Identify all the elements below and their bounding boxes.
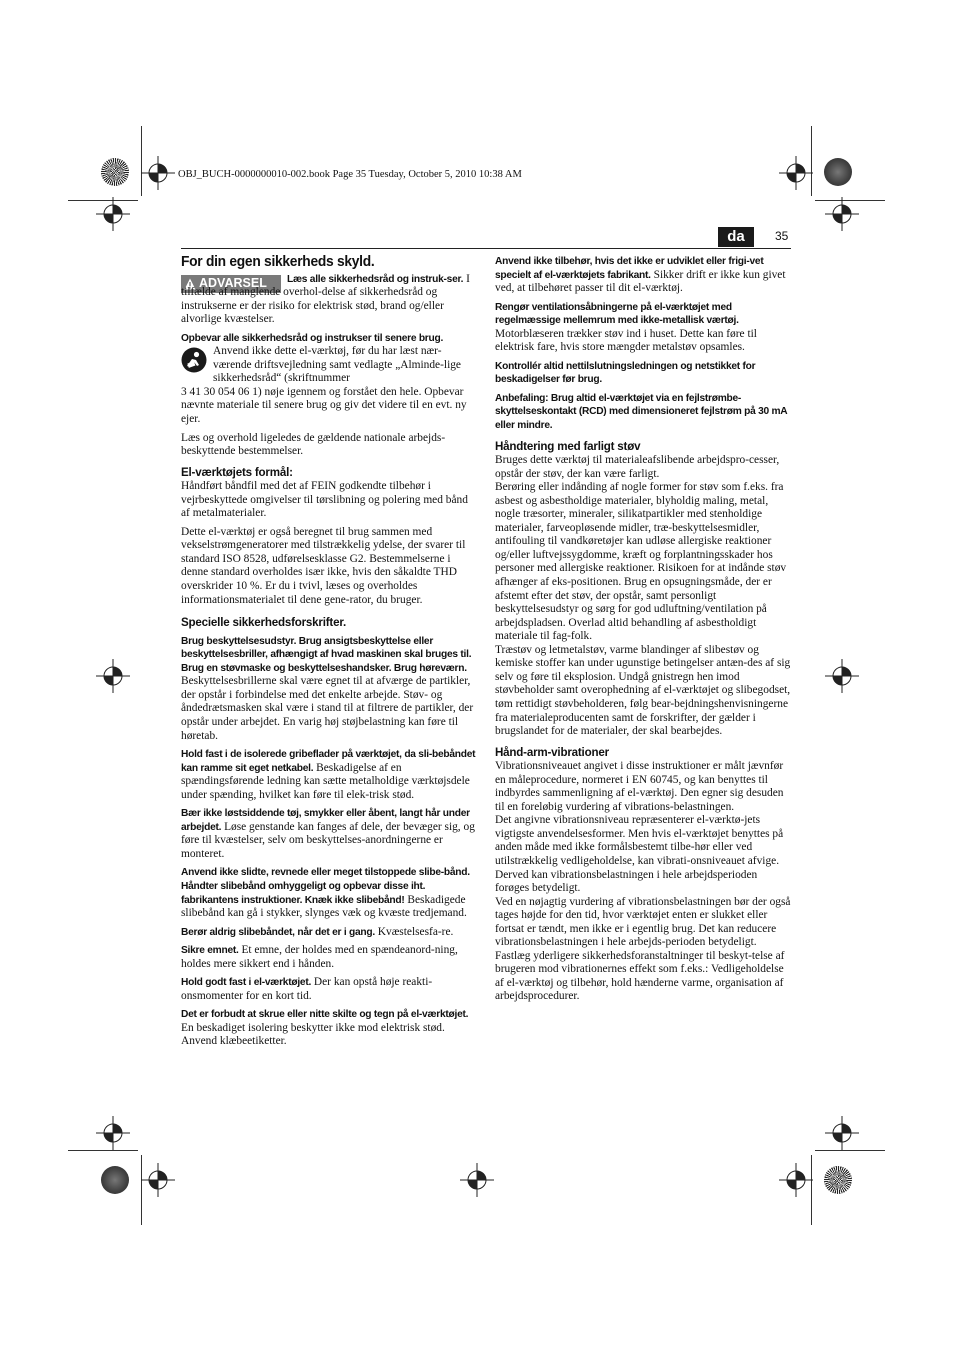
registration-mark xyxy=(825,1116,859,1150)
safety-rule: Sikre emnet. Et emne, der holdes med en spændeanord-ning, holdes mere sikkert end i hånden. xyxy=(181,944,458,970)
safety-rule: Det er forbudt at skrue eller nitte skilte og tegn på el-værktøjet. En beskadiget isolering beskytter ikke mod elektrisk stød. Anvend klæbeetiketter. xyxy=(181,1009,469,1048)
vibration-paragraph: Vibrationsniveauet angivet i disse instruktioner er målt jævnfør en måleprocedure, normeret i EN 60745, og kan benyttes til indbyrdes sammenligning af el-værktøj. Den egner sig desuden til en foreløbig vurdering af vibrations-belastningen. xyxy=(495,760,784,813)
registration-mark xyxy=(825,659,859,693)
crop-mark xyxy=(815,1150,885,1151)
purpose-heading: El-værktøjets formål: xyxy=(181,465,293,479)
registration-mark xyxy=(779,156,813,190)
vibration-heading: Hånd-arm-vibrationer xyxy=(495,745,609,759)
vibration-paragraph: Det angivne vibrationsniveau repræsenterer el-værktø-jets vigtigste anvendelsesformer. Men hvis el-værktøjet benyttes på anden måde med ikke formålsbestemt tilbe-hør eller ved utilstrækkelig vedligeholdelse, kan vibrati-onsniveauet afvige. Derved kan vibrationsbelastningen i hele arbejdsperioden forøges betydeligt. xyxy=(495,814,784,895)
national-regulations: Læs og overhold ligeledes de gældende nationale arbejds-beskyttende bestemmelser. xyxy=(181,431,446,458)
dust-paragraph: Bruges dette værktøj til materialeafslibende arbejdspro-cesser, opstår der støv, der kan være farligt. xyxy=(495,454,780,480)
header-rule xyxy=(181,248,791,249)
registration-mark xyxy=(96,1116,130,1150)
warning-text: I tilfælde af manglende overhol-delse af sikkerhedsråd og instrukserne er der risiko for elektrisk stød, brand og/eller alvorlige kvæstelser. xyxy=(181,272,470,326)
color-disc-top-left xyxy=(101,158,129,186)
color-disc-bottom-left xyxy=(101,1166,129,1194)
dust-paragraph: Berøring eller indånding af nogle former for støv som f.eks. fra asbest og asbestholdige materialer, blyholdig maling, metal, nogle træsorter, mineraler, silikatpartikler med stenholdige materialer, farveopløsende midler, træ-beskyttelsesmidler, antifouling til vandkøretøjer kan udløse allergiske reaktioner og/eller luftvejssygdomme, kræft og forplantningsskader hos personer med allergiske reaktioner. Risikoen for at indånde støv afhænger af eks-positionen. Brug en opsugningsmåde, der er afstemt efter det støv, der opstår, samt personligt beskyttelsesudstyr og sørg for god udluftning/ventilation på arbejdspladsen. Overlad altid behandling af asbestholdigt materiale til fag-folk. xyxy=(495,481,787,643)
right-column xyxy=(495,255,791,1004)
special-safety-heading: Specielle sikkerhedsforskrifter. xyxy=(181,616,347,630)
safety-rule: Anvend ikke tilbehør, hvis det ikke er udviklet eller frigi-vet specielt af el-værktøjets fabrikant. Sikker drift er ikke kun givet ved, at tilbehøret passer til dit el-værktøj. xyxy=(495,256,786,295)
registration-mark xyxy=(141,1163,175,1197)
safety-rule: Kontrollér altid nettilslutningsledningen og netstikket for beskadigelser før brug. xyxy=(495,360,756,386)
purpose-paragraph: Dette el-værktøj er også beregnet til brug sammen med vekselstrømgeneratorer med tilstrækkelig ydelse, der svarer til standard ISO 8528, udførelsesklasse G2. Bestemmelserne i denne standard overholdes især ikke, hvis den såkaldte THD overskrider 10 %. Er du i tvivl, læses og overholdes informationsmaterialet til dene gene-rator, du bruger. xyxy=(181,525,466,606)
crop-mark xyxy=(68,1150,138,1151)
warning-label: ADVARSEL xyxy=(199,275,267,290)
registration-mark xyxy=(460,1163,494,1197)
read-manual-text-cont: 3 41 30 054 06 1) nøje igennem og forstået den hele. Opbevar nævnte materiale til senere brug og giv det videre til en evt. ny ejer. xyxy=(181,385,467,426)
registration-mark xyxy=(96,197,130,231)
safety-rule: Hold fast i de isolerede gribeflader på værktøjet, da sli-bebåndet kan ramme sit eget netkabel. Beskadigelse af en spændingsførende ledning kan sætte metalholdige værktøjsdele under spænding, hvilket kan føre til elek-trisk stød. xyxy=(181,749,476,801)
safety-rule: Anvend ikke slidte, revnede eller meget tilstoppede slibe-bånd. Håndter slibebånd omhyggeligt og opbevar disse iht. fabrikantens instruktioner. Knæk ikke slibebånd! Beskadigede slibebånd kan gå i stykker, slynges væk og kvæste tredjemand. xyxy=(181,867,470,920)
registration-mark xyxy=(141,156,175,190)
purpose-paragraph: Håndført båndfil med det af FEIN godkendte tilbehør i vejrbeskyttede omgivelser til tørslibning og polering med bånd af metalmaterialer. xyxy=(181,480,468,520)
dust-heading: Håndtering med farligt støv xyxy=(495,439,641,453)
safety-rule: Hold godt fast i el-værktøjet. Der kan opstå høje reakti-onsmomenter for en kort tid. xyxy=(181,976,433,1002)
safety-rule: Brug beskyttelsesudstyr. Brug ansigtsbeskyttelse eller beskyttelsesbriller, afhængigt af hvad maskinen skal bruges til. Brug en støvmaske og beskyttelseshandsker. Brug høreværn. Beskyttelsesbrillerne skal være egnet til at afværge de partikler, der opstår i forbindelse med det enkelte arbejde. Støv- og åndedrætsmasken skal være i stand til at filtrere de partikler, der opstår under arbejdet. En varig høj støjbelastning kan føre til høretab. xyxy=(181,635,474,742)
read-manual-text: Anvend ikke dette el-værktøj, før du har læst nær-værende driftsvejledning samt vedlagte „Alminde-lige sikkerhedsråd“ (skriftnummer xyxy=(213,345,461,385)
color-disc-top-right xyxy=(824,158,852,186)
safety-rule: Berør aldrig slibebåndet, når det er i gang. Kvæstelsesfa-re. xyxy=(181,925,454,938)
page-number: 35 xyxy=(775,229,789,243)
section-title: For din egen sikkerheds skyld. xyxy=(181,253,375,270)
safety-rule: Anbefaling: Brug altid el-værktøjet via en fejlstrømbe-skyttelseskontakt (RCD) med dimensioneret fejlstrøm på 30 mA eller mindre. xyxy=(495,392,788,432)
keep-instructions: Opbevar alle sikkerhedsråd og instrukser til senere brug. xyxy=(181,332,444,344)
vibration-paragraph: Fastlæg yderligere sikkerhedsforanstaltninger til beskyt-telse af brugeren mod vibrationernes effekt som f.eks.: Vedligeholdelse af el-værktøj og tilbehør, hold hænderne varme, organisation af arbejdsprocedurer. xyxy=(495,949,785,1003)
language-badge: da xyxy=(718,227,754,247)
warning-paragraph xyxy=(181,273,477,327)
left-column xyxy=(181,255,477,1054)
safety-rule: Bær ikke løstsiddende tøj, smykker eller åbent, langt hår under arbejdet. Løse genstande kan fanges af dele, der bevæger sig, og føre til kvæstelser, selv om beskyttelses-anordningerne er monteret. xyxy=(181,808,475,860)
read-manual-block xyxy=(181,345,477,386)
read-manual-icon xyxy=(181,347,207,373)
registration-mark xyxy=(779,1163,813,1197)
registration-mark xyxy=(96,659,130,693)
registration-mark xyxy=(825,197,859,231)
warning-bold: Læs alle sikkerhedsråd og instruk-ser. xyxy=(287,273,464,285)
color-disc-bottom-right xyxy=(824,1166,852,1194)
safety-rule: Rengør ventilationsåbningerne på el-værktøjet med regelmæssige mellemrum med ikke-metallisk værtøj. Motorblæseren trækker støv ind i huset. Dette kan føre til elektrisk fare, hvis store mængder metalstøv opsamles. xyxy=(495,301,757,354)
vibration-paragraph: Ved en nøjagtig vurdering af vibrationsbelastningen bør der også tages højde for den tid, hvor værktøjet enten er slukket eller fortsat er tændt, men ikke er i egentlig brug. Det kan reducere vibrationsbelastningen i hele arbejds-perioden betydeligt. xyxy=(495,895,791,949)
print-file-info: OBJ_BUCH-0000000010-002.book Page 35 Tuesday, October 5, 2010 10:38 AM xyxy=(178,169,522,180)
dust-paragraph: Træstøv og letmetalstøv, varme blandinger af slibestøv og kemiske stoffer kan under ugunstige betingelser antæn-des af sig selv og føre til eksplosion. Undgå gnistregn hen imod støvbeholder samt overophedning af el-værktøjet og slibegodset, tøm rettidigt støvbeholderen, følg bear-bejdningshenvisningerne fra materialeproducenten samt de forskrifter, der gælder i brugslandet for de materialer, der skal bearbejdes. xyxy=(495,643,791,738)
